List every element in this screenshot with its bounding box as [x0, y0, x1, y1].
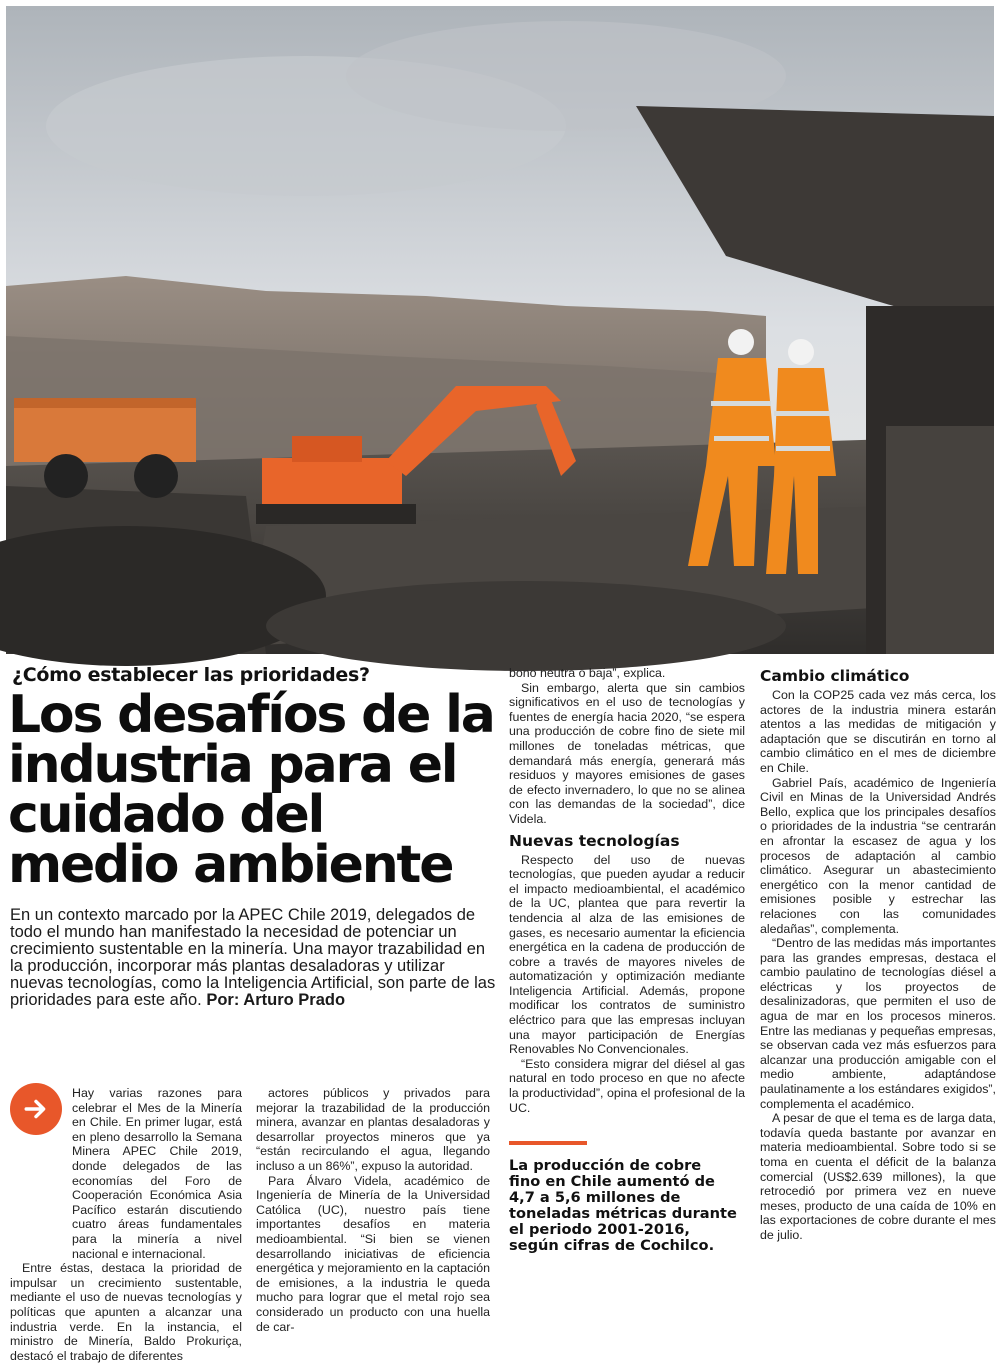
paragraph: actores públicos y privados para mejorar la trazabilidad de la producción minera, avanzar en plantas desaladoras y desarrollar proyectos mineros que ya “están recirculando el agua, llegando incluso a un 86%”, expuso la autoridad. [256, 1086, 490, 1173]
paragraph: Con la COP25 cada vez más cerca, los actores de la industria minera estarán atentos a las medidas de mitigación y adaptación que se discutirán en torno al cambio climático en el mes de diciembre en Chile. [760, 688, 996, 775]
paragraph: Respecto del uso de nuevas tecnologías, que pueden ayudar a reducir el impacto medioambiental, el académico de la UC, plantea que para revertir la tendencia al alza de las emisiones de gases, es necesario aumentar la eficiencia energética en la cadena de producción de cobre a través de mayores niveles de automatización y optimización mediante Inteligencia Artificial. Además, propone modificar los contratos de suministro eléctrico para que las empresas incluyan una mayor participación de Energías Renovables No Convencionales. [509, 852, 745, 1057]
paragraph: “Esto considera migrar del diésel al gas natural en todo proceso en que no afecte la productividad”, opina el profesional de la UC. [509, 1056, 745, 1115]
lede-text: En un contexto marcado por la APEC Chile 2019, delegados de todo el mundo han manifestado la necesidad de potenciar un crecimiento sustentable en la minería. Una mayor trazabilidad en la producción, incorporar más plantas desaladoras y utilizar nuevas tecnologías, como la Inteligencia Artificial, son parte de las prioridades para este año. [10, 906, 496, 1009]
paragraph: Gabriel País, académico de Ingeniería Civil en Minas de la Universidad Andrés Bello, explica que los principales desafíos o prioridades de la industria “se centrarán en afrontar la escasez de agua y los procesos de adaptación al cambio climático. Asegurar un abastecimiento energético con la menor cantidad de emisiones posible y estrechar las relaciones con las comunidades aledañas”, complementa. [760, 775, 996, 936]
headline: Los desafíos de la industria para el cuidado del medio ambiente [8, 685, 494, 895]
kicker: ¿Cómo establecer las prioridades? [12, 664, 370, 686]
paragraph: Entre éstas, destaca la prioridad de impulsar un crecimiento sustentable, mediante el uso de nuevas tecnologías y políticas que apunten a alcanzar una industria verde. En la instancia, el ministro de Minería, Baldo Prokuriça, destacó el trabajo de diferentes [10, 1261, 242, 1363]
body-column-1 [10, 1086, 242, 1363]
paragraph: Sin embargo, alerta que sin cambios significativos en el uso de tecnologías y fuentes de energía hacia 2020, “se espera una producción de cobre fino de siete mil millones de toneladas métricas, que demandará más energía, generará más residuos y mayores emisiones de gases de efecto invernadero, lo que no se alinea con las demandas de la sociedad”, dice Videla. [509, 680, 745, 826]
mining-site-photo-icon [6, 6, 994, 654]
lede [10, 907, 496, 1009]
paragraph: bono neutra o baja”, explica. [509, 666, 666, 680]
body-column-3 [509, 666, 745, 1115]
paragraph: Hay varias razones para celebrar el Mes de la Minería en Chile. En primer lugar, está en pleno desarrollo la Semana Minera APEC Chile 2019, donde delegados de las economías del Foro de Cooperación Económica Asia Pacífico estarán discutiendo cuatro áreas fundamentales para la minería a nivel nacional e internacional. [72, 1086, 242, 1261]
paragraph: A pesar de que el tema es de larga data, todavía queda bastante por avanzar en materia medioambiental. Sobre todo si se toma en cuenta el déficit de la balanza comercial (US$2.639 millones), la que retrocedió por primera vez en nueve meses, producto de una caída de 10% en las exportaciones de cobre durante el mes de julio. [760, 1111, 996, 1242]
subhead-nuevas-tecnologias: Nuevas tecnologías [509, 831, 680, 850]
paragraph: “Dentro de las medidas más importantes para las grandes empresas, destaca el cambio paulatino de tecnologías diésel a eléctricas y los proyectos de desalinizadoras, que permiten el uso de agua de mar en los procesos mineros. Entre las medianas y pequeñas empresas, se observan cada vez más esfuerzos para alcanzar una producción amigable con el medio ambiente, adaptándose paulatinamente a los estándares exigidos”, complementa el académico. [760, 936, 996, 1111]
subhead-cambio-climatico: Cambio climático [760, 667, 910, 685]
body-column-2 [256, 1086, 490, 1334]
pull-quote: La producción de cobre fino en Chile aumentó de 4,7 a 5,6 millones de toneladas métricas durante el periodo 2001-2016, según cifras de Cochilco. [509, 1157, 737, 1254]
hero-photo [6, 6, 994, 654]
pull-quote-rule [509, 1141, 587, 1145]
byline: Por: Arturo Prado [206, 991, 346, 1009]
paragraph: Para Álvaro Videla, académico de Ingeniería de Minería de la Universidad Católica (UC), nuestro país tiene importantes desafíos en materia medioambiental. “Si bien se vienen desarrollando iniciativas de eficiencia energética y mejoramiento en la captación de emisiones, a la industria le queda mucho para lograr que el metal rojo sea considerado un producto con una huella de car- [256, 1173, 490, 1334]
body-column-4 [760, 666, 996, 1243]
